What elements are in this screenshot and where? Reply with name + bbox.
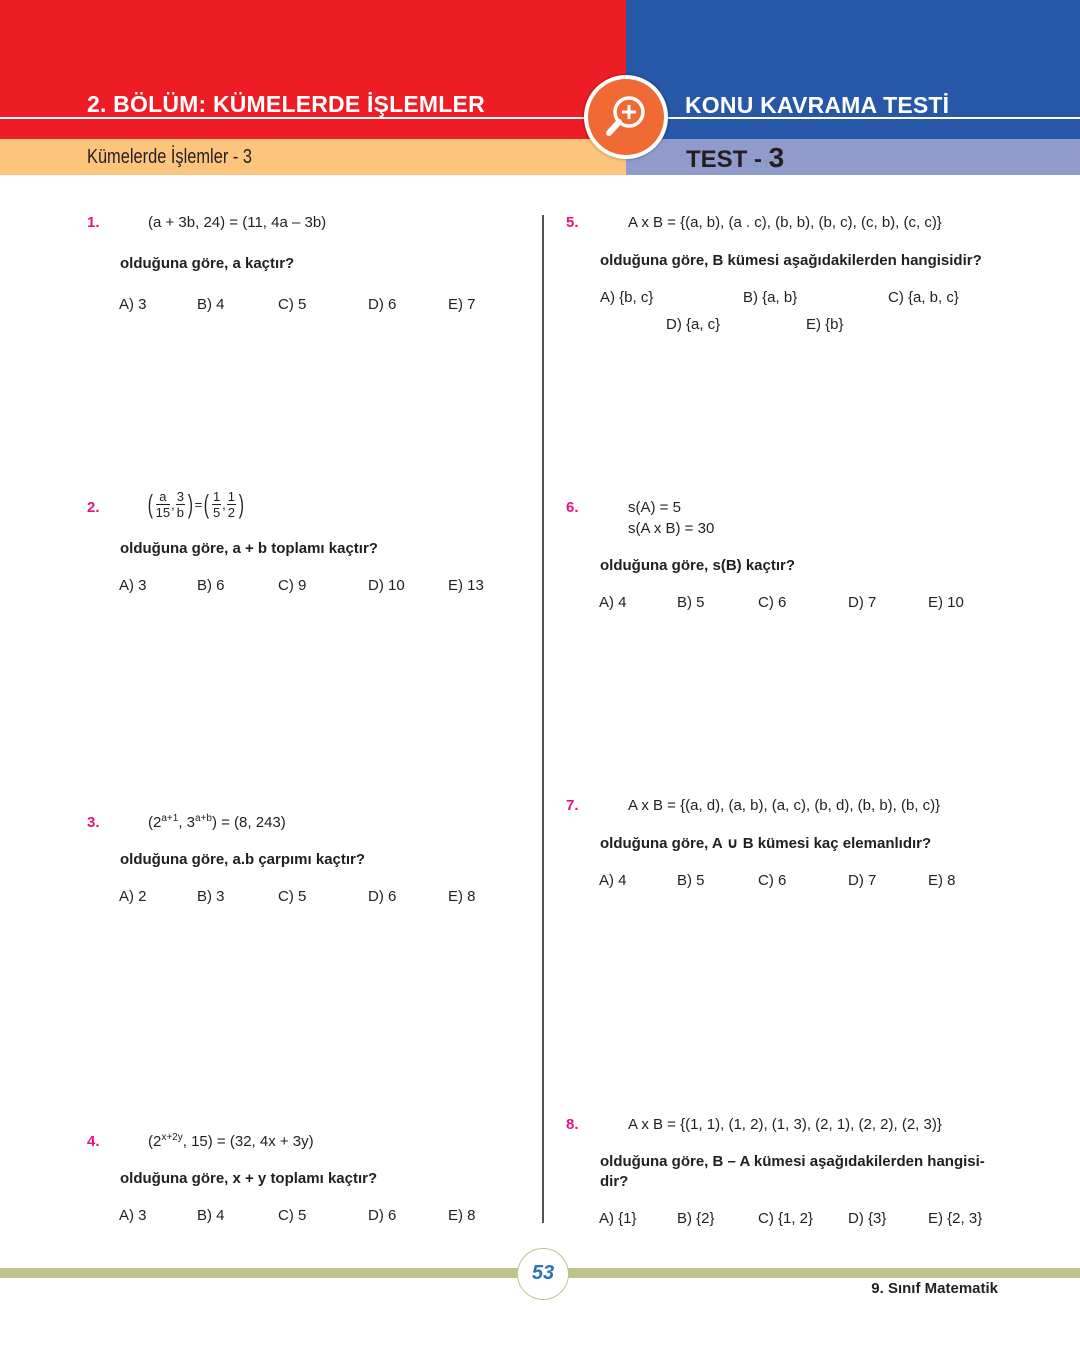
question-number: 8. (566, 1116, 579, 1133)
question-number: 2. (87, 499, 100, 516)
option-b[interactable]: B) 4 (197, 1207, 225, 1224)
option-c[interactable]: C) {a, b, c} (888, 289, 959, 306)
option-a[interactable]: A) 4 (599, 872, 627, 889)
question-prompt: olduğuna göre, x + y toplamı kaçtır? (120, 1170, 378, 1187)
expr-part: , 15) = (32, 4x + 3y) (182, 1133, 314, 1150)
option-e[interactable]: E) 10 (928, 594, 964, 611)
option-e[interactable]: E) {2, 3} (928, 1210, 983, 1227)
question-expression: A x B = {(a, d), (a, b), (a, c), (b, d), (b, b), (b, c)} (628, 797, 941, 814)
question-prompt: olduğuna göre, A ∪ B kümesi kaç elemanlıdır? (600, 835, 932, 852)
option-d[interactable]: D) {a, c} (666, 316, 721, 333)
question-expression (148, 814, 286, 831)
question-prompt: olduğuna göre, a.b çarpımı kaçtır? (120, 851, 366, 868)
option-a[interactable]: A) 2 (119, 888, 147, 905)
option-d[interactable]: D) 6 (368, 888, 397, 905)
expr-part: (2 (148, 814, 162, 831)
option-c[interactable]: C) 9 (278, 577, 307, 594)
question-prompt: olduğuna göre, s(B) kaçtır? (600, 557, 796, 574)
fraction-denominator: 2 (227, 505, 236, 520)
option-d[interactable]: D) 7 (848, 872, 877, 889)
option-a[interactable]: A) 4 (599, 594, 627, 611)
subtitle: Kümelerde İşlemler - 3 (87, 146, 252, 168)
option-c[interactable]: C) 6 (758, 872, 787, 889)
option-b[interactable]: B) 3 (197, 888, 225, 905)
page-number: 53 (531, 1262, 555, 1284)
question-number: 1. (87, 214, 100, 231)
option-d[interactable]: D) 6 (368, 1207, 397, 1224)
option-b[interactable]: B) {a, b} (743, 289, 798, 306)
option-a[interactable]: A) 3 (119, 577, 147, 594)
question-prompt-line1: olduğuna göre, B – A kümesi aşağıdakilerden hangisi- (600, 1153, 985, 1170)
question-number: 6. (566, 499, 579, 516)
option-e[interactable]: E) 7 (448, 296, 476, 313)
option-e[interactable]: E) 8 (928, 872, 956, 889)
test-prefix: TEST - (686, 146, 769, 173)
fraction-denominator: b (176, 505, 184, 520)
fraction-numerator: 1 (227, 489, 236, 504)
option-a[interactable]: A) {b, c} (600, 289, 654, 306)
fraction-numerator: 3 (176, 489, 184, 504)
question-number: 7. (566, 797, 579, 814)
option-e[interactable]: E) 13 (448, 577, 484, 594)
question-number: 4. (87, 1133, 100, 1150)
option-a[interactable]: A) 3 (119, 296, 147, 313)
chapter-title: 2. BÖLÜM: KÜMELERDE İŞLEMLER (87, 91, 485, 117)
option-c[interactable]: C) 5 (278, 888, 307, 905)
section-title: KONU KAVRAMA TESTİ (685, 92, 950, 118)
expr-part: ) = (8, 243) (211, 814, 286, 831)
question-expression: A x B = {(a, b), (a . c), (b, b), (b, c), (c, b), (c, c)} (628, 214, 942, 231)
question-expression: ( $\frac{a}{15}$ , $\frac{3}{b}$ ) =( $\frac{1}{5}$ , $\frac{1}{2}$ ) (147, 489, 244, 520)
option-d[interactable]: D) {3} (848, 1210, 887, 1227)
option-b[interactable]: B) 6 (197, 577, 225, 594)
option-c[interactable]: C) 5 (278, 1207, 307, 1224)
question-number: 3. (87, 814, 100, 831)
book-title: 9. Sınıf Matematik (871, 1280, 998, 1297)
option-b[interactable]: B) 5 (677, 594, 705, 611)
question-prompt: olduğuna göre, a + b toplamı kaçtır? (120, 540, 378, 557)
question-expression-line1: s(A) = 5 (628, 499, 681, 516)
option-e[interactable]: E) 8 (448, 888, 476, 905)
magnifier-badge (584, 75, 668, 159)
option-e[interactable]: E) {b} (806, 316, 844, 333)
question-number: 5. (566, 214, 579, 231)
question-prompt: olduğuna göre, a kaçtır? (120, 255, 295, 272)
column-divider (542, 215, 544, 1223)
option-a[interactable]: A) 3 (119, 1207, 147, 1224)
expr-part: , 3 (178, 814, 195, 831)
expr-part: (2 (148, 1133, 162, 1150)
test-number: 3 (768, 142, 785, 173)
fraction-numerator: 1 (212, 489, 221, 504)
question-prompt: olduğuna göre, B kümesi aşağıdakilerden hangisidir? (600, 252, 982, 269)
fraction-denominator: 5 (212, 505, 221, 520)
question-prompt-line2: dir? (600, 1173, 629, 1190)
option-b[interactable]: B) 4 (197, 296, 225, 313)
test-title (686, 142, 784, 174)
magnifier-plus-icon (588, 79, 664, 155)
option-c[interactable]: C) 5 (278, 296, 307, 313)
option-a[interactable]: A) {1} (599, 1210, 637, 1227)
option-d[interactable]: D) 10 (368, 577, 405, 594)
fraction-denominator: 15 (155, 505, 171, 520)
option-c[interactable]: C) {1, 2} (758, 1210, 814, 1227)
question-expression (148, 1133, 314, 1150)
question-expression: A x B = {(1, 1), (1, 2), (1, 3), (2, 1), (2, 2), (2, 3)} (628, 1116, 942, 1133)
option-c[interactable]: C) 6 (758, 594, 787, 611)
exponent: a+1 (161, 813, 179, 824)
option-b[interactable]: B) {2} (677, 1210, 715, 1227)
equals-sign: = (194, 497, 203, 512)
option-b[interactable]: B) 5 (677, 872, 705, 889)
question-expression: (a + 3b, 24) = (11, 4a – 3b) (148, 214, 327, 231)
exponent: a+b (195, 813, 212, 824)
question-expression-line2: s(A x B) = 30 (628, 520, 715, 537)
option-d[interactable]: D) 6 (368, 296, 397, 313)
option-e[interactable]: E) 8 (448, 1207, 476, 1224)
fraction-numerator: a (156, 490, 170, 505)
option-d[interactable]: D) 7 (848, 594, 877, 611)
exponent: x+2y (161, 1132, 183, 1143)
